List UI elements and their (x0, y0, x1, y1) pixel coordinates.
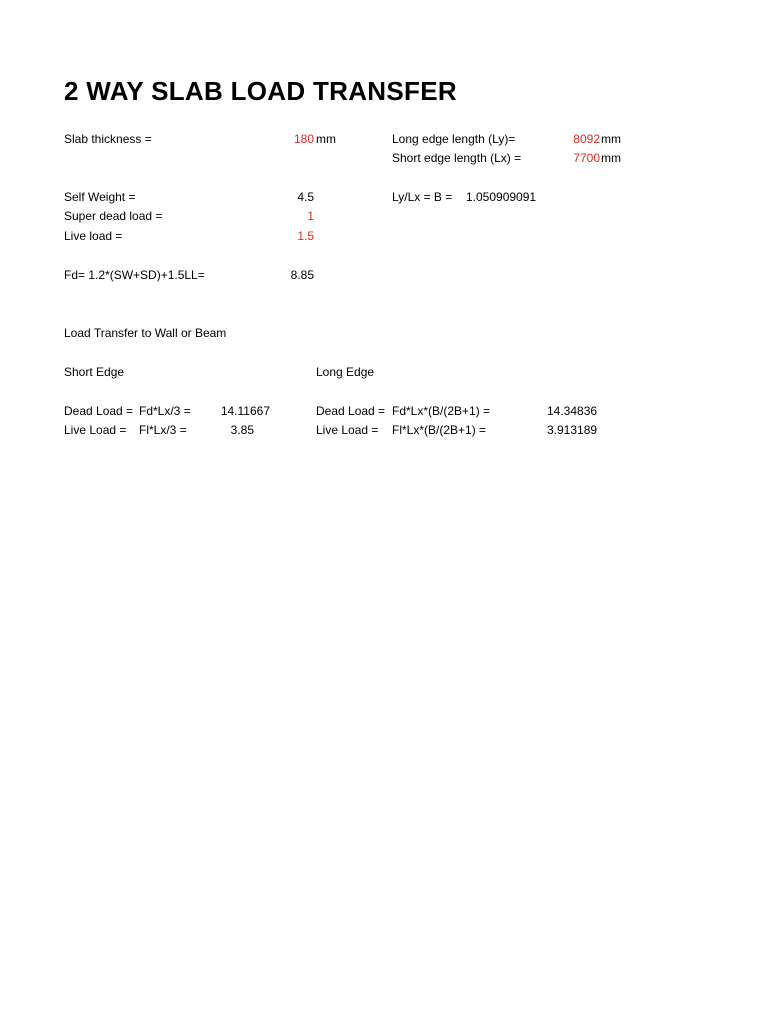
short-edge-dead-load-label: Dead Load = (64, 404, 134, 418)
long-edge-live-load-formula: Fl*Lx*(B/(2B+1) = (392, 423, 487, 437)
ratio-label: Ly/Lx = B = (392, 190, 453, 204)
long-edge-label: Long edge length (Ly)= (392, 132, 516, 146)
self-weight-value: 4.5 (297, 190, 314, 204)
long-edge-heading: Long Edge (316, 365, 375, 379)
short-edge-dead-load-value: 14.11667 (220, 404, 270, 418)
slab-thickness-value[interactable]: 180 (293, 132, 314, 146)
self-weight-label: Self Weight = (64, 190, 136, 204)
fd-label: Fd= 1.2*(SW+SD)+1.5LL= (64, 268, 205, 282)
long-edge-dead-load-formula: Fd*Lx*(B/(2B+1) = (392, 404, 491, 418)
slab-thickness-label: Slab thickness = (64, 132, 152, 146)
live-load-label: Live load = (64, 229, 123, 243)
short-edge-live-load-formula: Fl*Lx/3 = (139, 423, 187, 437)
long-edge-value[interactable]: 8092 (573, 132, 600, 146)
long-edge-dead-load-label: Dead Load = (316, 404, 386, 418)
slab-thickness-unit: mm (316, 132, 336, 146)
short-edge-label: Short edge length (Lx) = (392, 151, 522, 165)
ratio-value: 1.050909091 (466, 190, 537, 204)
page-title: 2 WAY SLAB LOAD TRANSFER (64, 76, 457, 106)
short-edge-live-load-value: 3.85 (230, 423, 254, 437)
long-edge-unit: mm (601, 132, 621, 146)
super-dead-load-value[interactable]: 1 (307, 209, 314, 223)
long-edge-live-load-label: Live Load = (316, 423, 379, 437)
super-dead-load-label: Super dead load = (64, 209, 163, 223)
load-transfer-heading: Load Transfer to Wall or Beam (64, 326, 227, 340)
short-edge-heading: Short Edge (64, 365, 125, 379)
fd-value: 8.85 (290, 268, 314, 282)
live-load-value[interactable]: 1.5 (297, 229, 314, 243)
short-edge-value[interactable]: 7700 (573, 151, 600, 165)
long-edge-dead-load-value: 14.34836 (547, 404, 598, 418)
short-edge-dead-load-formula: Fd*Lx/3 = (139, 404, 191, 418)
short-edge-live-load-label: Live Load = (64, 423, 127, 437)
short-edge-unit: mm (601, 151, 621, 165)
long-edge-live-load-value: 3.913189 (547, 423, 598, 437)
